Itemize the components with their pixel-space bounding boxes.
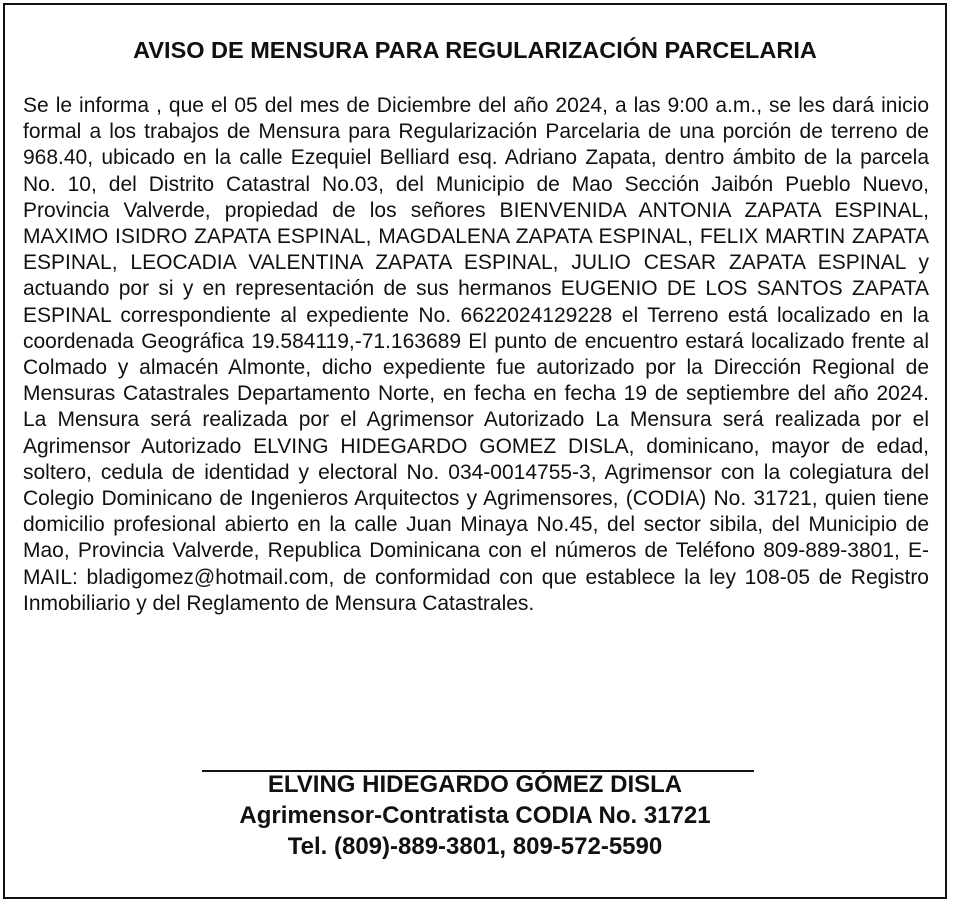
notice-body: Se le informa , que el 05 del mes de Diciembre del año 2024, a las 9:00 a.m., se les dará inicio formal a los trabajos de Mensura para Regularización Parcelaria de una porción de terreno de 968.40, ubicado en la calle Ezequiel Belliard esq. Adriano Zapata, dentro ámbito de la parcela No. 10, del Distrito Catastral No.03, del Municipio de Mao Sección Jaibón Pueblo Nuevo, Provincia Valverde, propiedad de los señores BIENVENIDA ANTONIA ZAPATA ESPINAL, MAXIMO ISIDRO ZAPATA ESPINAL, MAGDALENA ZAPATA ESPINAL, FELIX MARTIN ZAPATA ESPINAL, LEOCADIA VALENTINA ZAPATA ESPINAL, JULIO CESAR ZAPATA ESPINAL y actuando por si y en representación de sus hermanos EUGENIO DE LOS SANTOS ZAPATA ESPINAL correspondiente al expediente No. 6622024129228 el Terreno está localizado en la coordenada Geográfica 19.584119,-71.163689 El punto de encuentro estará localizado frente al Colmado y almacén Almonte, dicho expediente fue autorizado por la Dirección Regional de Mensuras Catastrales Departamento Norte, en fecha en fecha 19 de septiembre del año 2024. La Mensura será realizada por el Agrimensor Autorizado La Mensura será realizada por el Agrimensor Autorizado ELVING HIDEGARDO GOMEZ DISLA, dominicano, mayor de edad, soltero, cedula de identidad y electoral No. 034-0014755-3, Agrimensor con la colegiatura del Colegio Dominicano de Ingenieros Arquitectos y Agrimensores, (CODIA) No. 31721, quien tiene domicilio profesional abierto en la calle Juan Minaya No.45, del sector sibila, del Municipio de Mao, Provincia Valverde, Republica Dominicana con el números de Teléfono 809-889-3801, E-MAIL: bladigomez@hotmail.com, de conformidad con que establece la ley 108-05 de Registro Inmobiliario y del Reglamento de Mensura Catastrales. <box>23 94 929 615</box>
notice-title: AVISO DE MENSURA PARA REGULARIZACIÓN PARCELARIA <box>133 37 817 63</box>
signer-phone: Tel. (809)-889-3801, 809-572-5590 <box>287 833 663 860</box>
notice-box <box>3 3 947 899</box>
signer-name: ELVING HIDEGARDO GÓMEZ DISLA <box>267 771 683 798</box>
signer-role: Agrimensor-Contratista CODIA No. 31721 <box>239 802 711 829</box>
